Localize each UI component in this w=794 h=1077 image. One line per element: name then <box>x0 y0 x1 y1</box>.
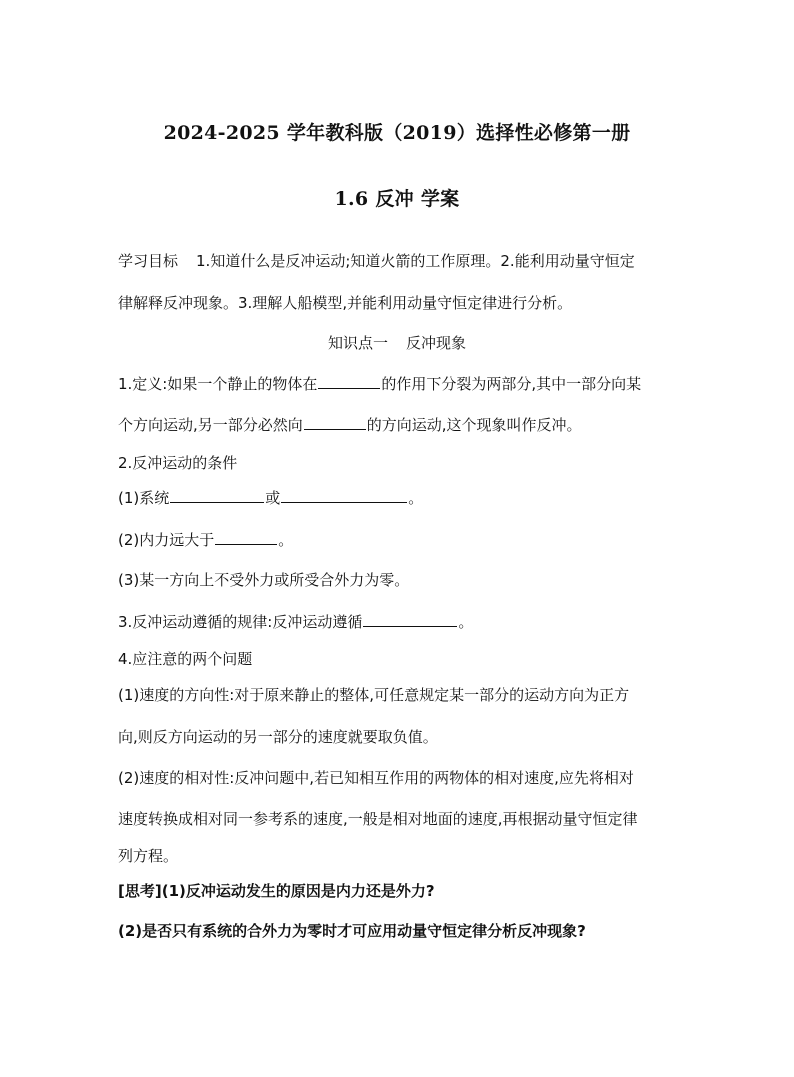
blank-definition-direction[interactable] <box>304 414 366 430</box>
note-1-line-1: (1)速度的方向性:对于原来静止的整体,可任意规定某一部分的运动方向为正方 <box>118 686 630 704</box>
blank-law[interactable] <box>363 611 457 627</box>
definition-line-2 <box>118 414 678 435</box>
law-line <box>118 611 678 632</box>
condition-3: (3)某一方向上不受外力或所受合外力为零。 <box>118 571 410 589</box>
definition-line-1 <box>118 373 678 394</box>
notes-heading: 4.应注意的两个问题 <box>118 650 253 668</box>
think-question-2: (2)是否只有系统的合外力为零时才可应用动量守恒定律分析反冲现象? <box>118 922 586 940</box>
note-2-line-2: 速度转换成相对同一参考系的速度,一般是相对地面的速度,再根据动量守恒定律 <box>118 810 638 828</box>
note-2-line-1: (2)速度的相对性:反冲问题中,若已知相互作用的两物体的相对速度,应先将相对 <box>118 769 634 787</box>
section-heading-title: 反冲现象 <box>406 334 467 352</box>
section-heading <box>0 332 794 353</box>
blank-condition-1b[interactable] <box>281 487 407 503</box>
condition-1-text-a: (1)系统 <box>118 489 170 507</box>
definition-text-1a: 1.定义:如果一个静止的物体在 <box>118 375 318 393</box>
note-1-line-2: 向,则反方向运动的另一部分的速度就要取负值。 <box>118 728 438 746</box>
think-question-1: [思考](1)反冲运动发生的原因是内力还是外力? <box>118 882 435 900</box>
conditions-heading: 2.反冲运动的条件 <box>118 454 238 472</box>
note-2-line-3: 列方程。 <box>118 847 179 865</box>
objectives-text-1: 1.知道什么是反冲运动;知道火箭的工作原理。2.能利用动量守恒定 <box>196 252 635 270</box>
condition-2 <box>118 529 678 550</box>
condition-1 <box>118 487 678 508</box>
section-heading-label: 知识点一 <box>327 334 388 352</box>
objectives-line-2: 律解释反冲现象。3.理解人船模型,并能利用动量守恒定律进行分析。 <box>118 294 573 312</box>
objectives-label: 学习目标 <box>118 252 179 270</box>
blank-condition-2[interactable] <box>215 529 277 545</box>
definition-text-2a: 个方向运动,另一部分必然向 <box>118 416 303 434</box>
law-text-a: 3.反冲运动遵循的规律:反冲运动遵循 <box>118 613 363 631</box>
condition-2-text-b: 。 <box>278 531 294 549</box>
condition-2-text-a: (2)内力远大于 <box>118 531 215 549</box>
definition-text-2b: 的方向运动,这个现象叫作反冲。 <box>366 416 582 434</box>
document-subtitle: 1.6 反冲 学案 <box>334 188 460 210</box>
condition-1-text-b: 或 <box>265 489 281 507</box>
condition-1-text-c: 。 <box>408 489 424 507</box>
objectives-line-1 <box>118 250 678 271</box>
document-title: 2024-2025 学年教科版（2019）选择性必修第一册 <box>163 122 631 144</box>
blank-condition-1a[interactable] <box>170 487 264 503</box>
definition-text-1b: 的作用下分裂为两部分,其中一部分向某 <box>381 375 642 393</box>
blank-definition-force[interactable] <box>318 373 380 389</box>
law-text-b: 。 <box>458 613 474 631</box>
